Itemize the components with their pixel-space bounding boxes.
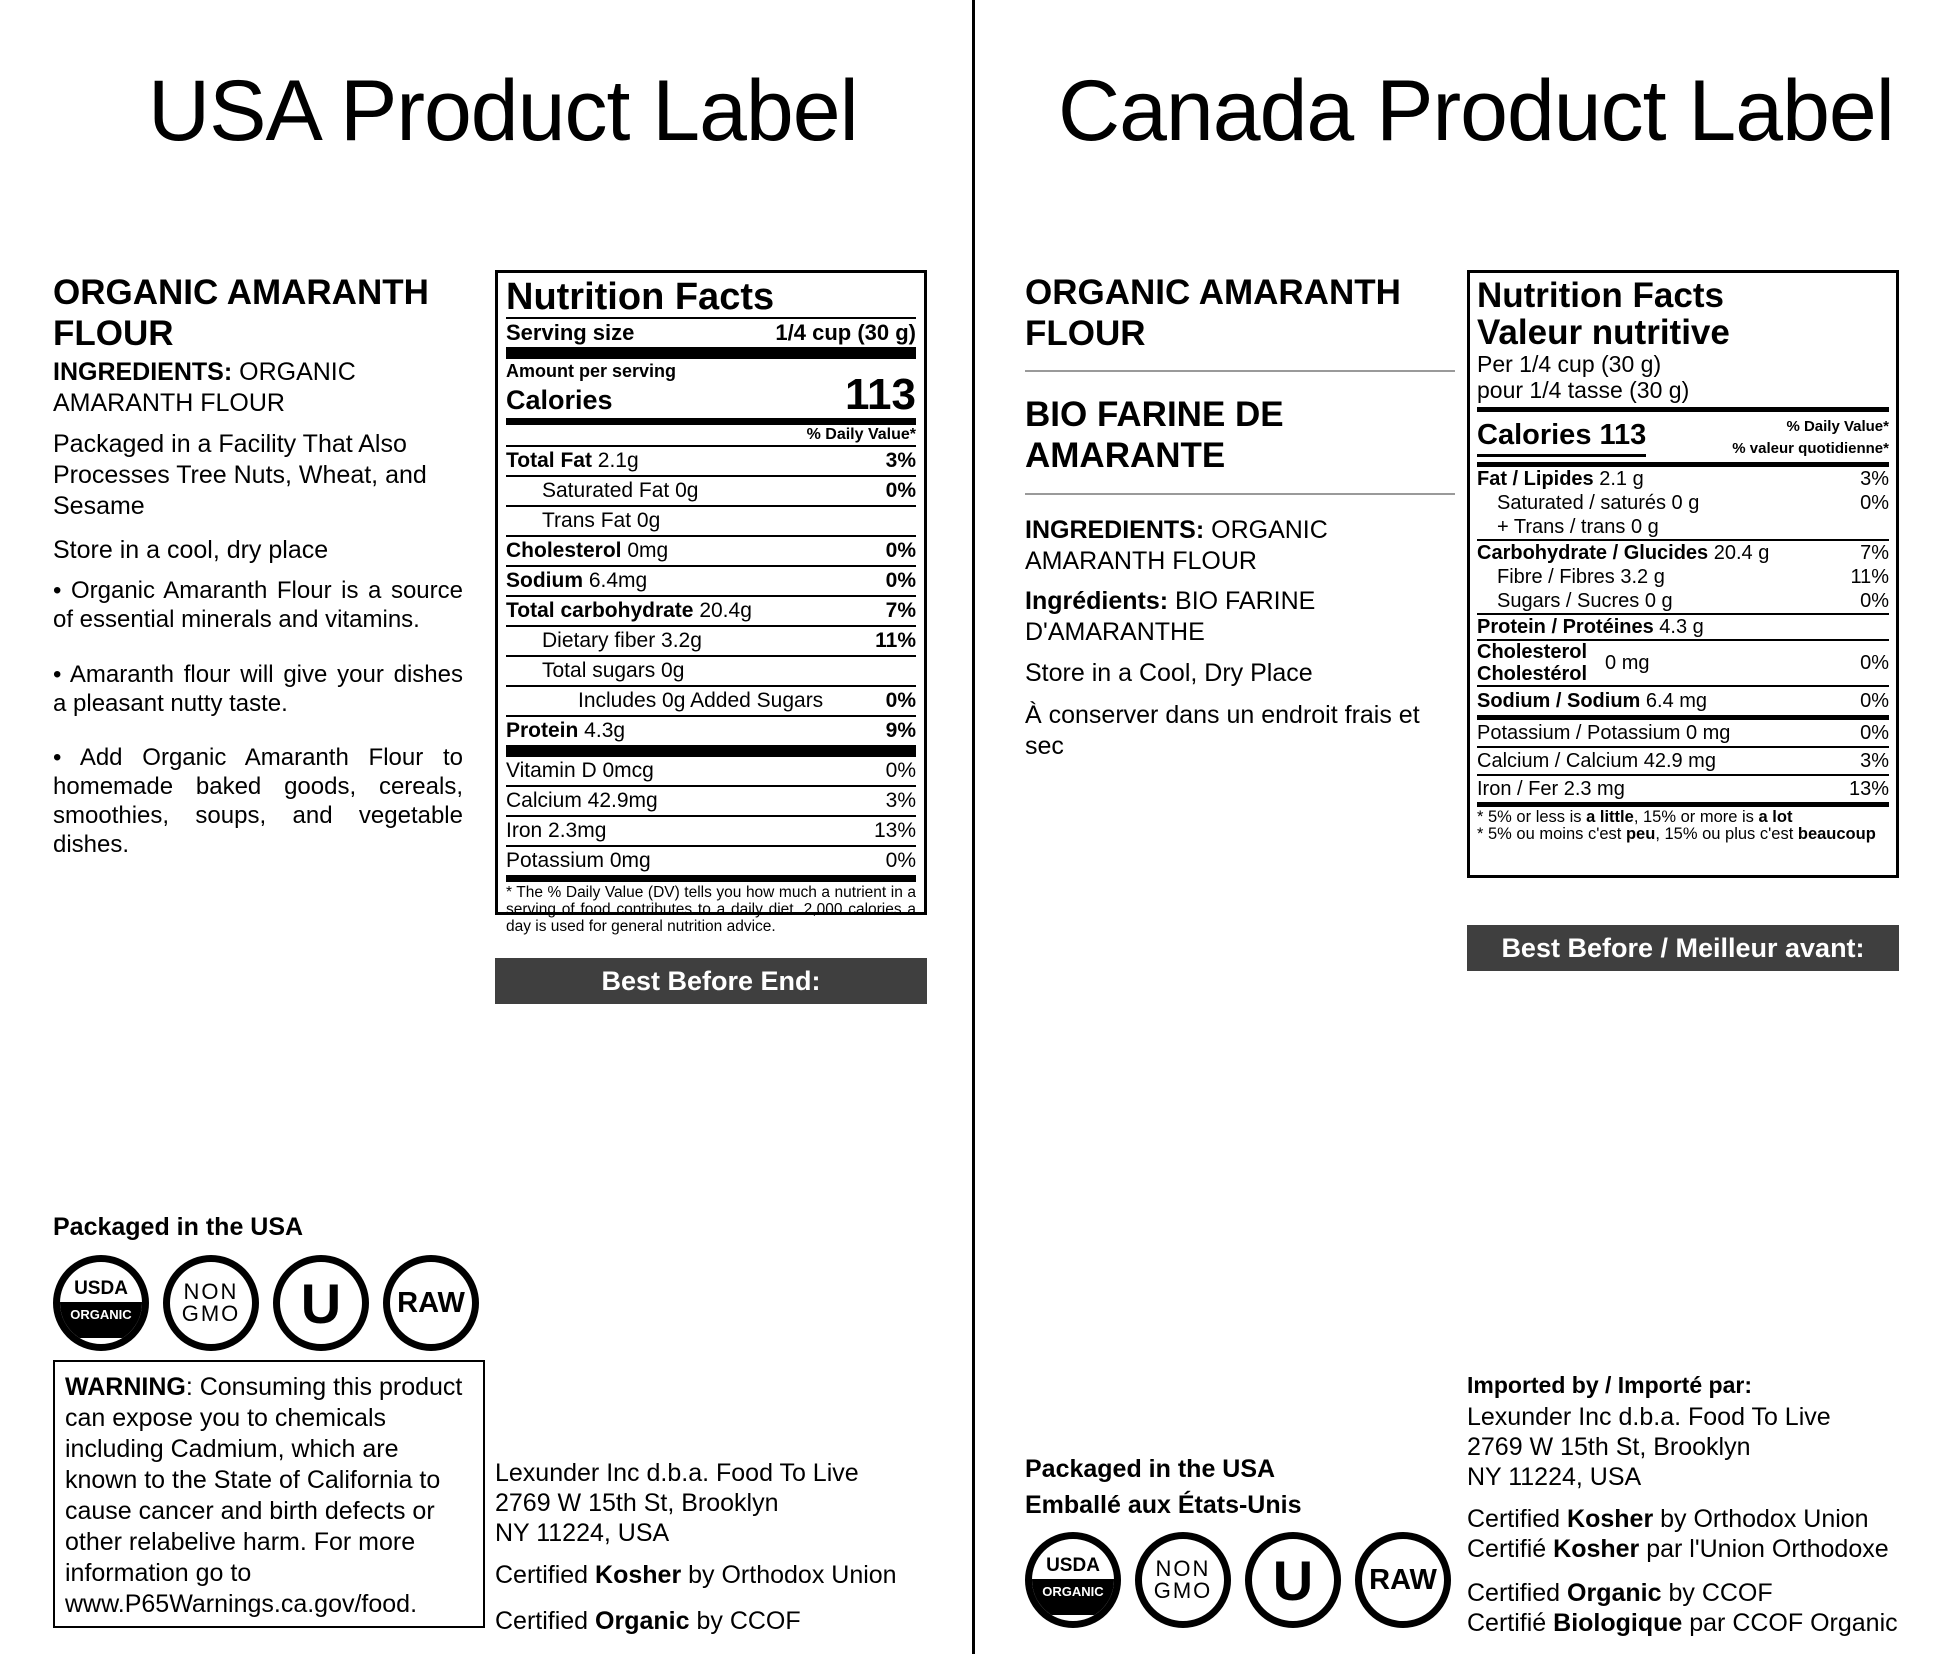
usa-prop65-warning: WARNING: Consuming this product can expose you to chemicals including Cadmium, which are known to the State of California to cause cancer and birth defects or other relabelive harm. For more information go to www.P65Warnings.ca.gov/food.: [53, 1360, 485, 1628]
nf-cholesterol: Cholesterol Cholestérol 0 mg 0%: [1477, 641, 1889, 685]
nf-footnote: * The % Daily Value (DV) tells you how much a nutrient in a serving of food contributes to a daily diet. 2,000 calories a day is used for general nutrition advice.: [506, 884, 916, 935]
kosher-ou-icon: U: [273, 1255, 369, 1351]
nf-title: Nutrition Facts: [506, 276, 775, 318]
nf-calories-row: Calories 113 % Daily Value* % valeur quotidienne*: [1477, 412, 1889, 467]
nf-fibre: Fibre / Fibres 3.2 g 11%: [1497, 566, 1889, 588]
nf-iron: Iron / Fer 2.3 mg 13%: [1477, 776, 1889, 807]
usa-bullet-1: • Organic Amaranth Flour is a source of essential minerals and vitamins.: [53, 577, 463, 633]
canada-nutrition-facts: [1467, 270, 1899, 878]
nf-per-en: Per 1/4 cup (30 g): [1477, 351, 1662, 377]
canada-ingredients-fr: Ingrédients: BIO FARINE D'AMARANTHE: [1025, 587, 1316, 646]
usa-nutrition-facts: [495, 270, 927, 935]
nf-saturated: Saturated / saturés 0 g 0%: [1497, 492, 1889, 514]
usa-bullet-3: • Add Organic Amaranth Flour to homemade baked goods, cereals, smoothies, soups, and vegetable dishes.: [53, 744, 463, 858]
usa-packaged-in: Packaged in the USA: [53, 1213, 304, 1241]
nf-sodium: Sodium / Sodium 6.4 mg 0%: [1477, 687, 1889, 720]
nf-calcium: Calcium 42.9mg 3%: [506, 787, 916, 817]
usa-address: Lexunder Inc d.b.a. Food To Live 2769 W 15th St, Brooklyn NY 11224, USA: [495, 1459, 859, 1547]
nf-trans-fat: Trans Fat 0g: [506, 507, 916, 537]
canada-cert-kosher: Certified Kosher by Orthodox Union Certifié Kosher par l'Union Orthodoxe: [1467, 1505, 1889, 1563]
center-divider: [972, 0, 975, 1654]
nf-iron: Iron 2.3mg 13%: [506, 817, 916, 847]
nf-fat: Fat / Lipides 2.1 g 3%: [1477, 468, 1889, 490]
usa-cert-kosher: Certified Kosher by Orthodox Union: [495, 1561, 897, 1589]
nf-fiber: Dietary fiber 3.2g 11%: [506, 627, 916, 657]
canada-label-title: Canada Product Label: [1058, 63, 1894, 159]
non-gmo-icon: NON GMO: [1135, 1532, 1231, 1628]
kosher-ou-icon: U: [1245, 1532, 1341, 1628]
canada-cert-organic: Certified Organic by CCOF Certifié Biologique par CCOF Organic: [1467, 1579, 1898, 1637]
raw-icon: RAW: [1355, 1532, 1451, 1628]
canada-ingredients: INGREDIENTS: ORGANIC AMARANTH FLOUR: [1025, 516, 1328, 575]
usa-storage: Store in a cool, dry place: [53, 536, 329, 564]
usa-facility-statement: Packaged in a Facility That Also Processes Tree Nuts, Wheat, and Sesame: [53, 430, 427, 520]
canada-product-name: ORGANIC AMARANTH FLOUR: [1025, 273, 1401, 353]
usa-cert-logos: [53, 1255, 479, 1351]
canada-best-before-bar: Best Before / Meilleur avant:: [1467, 925, 1899, 971]
nf-footnote: * 5% or less is a little, 15% or more is a lot * 5% ou moins c'est peu, 15% ou plus c'est beaucoup: [1477, 808, 1876, 843]
usa-ingredients: INGREDIENTS: ORGANIC AMARANTH FLOUR: [53, 358, 356, 417]
canada-address: Lexunder Inc d.b.a. Food To Live 2769 W 15th St, Brooklyn NY 11224, USA: [1467, 1403, 1831, 1491]
canada-product-name-fr: BIO FARINE DE AMARANTE: [1025, 395, 1284, 475]
nf-cholesterol: Cholesterol 0mg 0%: [506, 537, 916, 567]
usda-organic-icon: USDA ORGANIC: [1025, 1532, 1121, 1628]
nf-per-fr: pour 1/4 tasse (30 g): [1477, 377, 1889, 412]
nf-total-fat: Total Fat 2.1g 3%: [506, 447, 916, 477]
nf-trans: + Trans / trans 0 g: [1477, 515, 1889, 541]
nf-serving-row: Serving size 1/4 cup (30 g): [506, 317, 916, 359]
usa-label-title: USA Product Label: [148, 63, 858, 159]
nf-carbohydrate: Carbohydrate / Glucides 20.4 g 7%: [1477, 542, 1889, 564]
nf-title-en: Nutrition Facts: [1477, 276, 1724, 315]
nf-amount-per-serving: Amount per serving: [506, 361, 677, 381]
usa-cert-organic: Certified Organic by CCOF: [495, 1607, 801, 1635]
nf-protein: Protein 4.3g 9%: [506, 717, 916, 757]
nf-sat-fat: Saturated Fat 0g 0%: [506, 477, 916, 507]
nf-potassium: Potassium / Potassium 0 mg 0%: [1477, 720, 1889, 748]
nf-title-fr: Valeur nutritive: [1477, 313, 1730, 352]
non-gmo-icon: NON GMO: [163, 1255, 259, 1351]
nf-calcium: Calcium / Calcium 42.9 mg 3%: [1477, 748, 1889, 776]
canada-packaged-in: Packaged in the USA Emballé aux États-Unis: [1025, 1455, 1302, 1519]
usa-best-before-bar: Best Before End:: [495, 958, 927, 1004]
nf-sodium: Sodium 6.4mg 0%: [506, 567, 916, 597]
usda-organic-icon: USDA ORGANIC: [53, 1255, 149, 1351]
nf-total-carb: Total carbohydrate 20.4g 7%: [506, 597, 916, 627]
nf-vitamin-d: Vitamin D 0mcg 0%: [506, 757, 916, 787]
canada-imported-by: Imported by / Importé par:: [1467, 1372, 1752, 1398]
raw-icon: RAW: [383, 1255, 479, 1351]
nf-potassium: Potassium 0mg 0%: [506, 847, 916, 882]
nf-added-sugars: Includes 0g Added Sugars 0%: [506, 687, 916, 717]
divider-rule: [1025, 370, 1455, 372]
nf-total-sugars: Total sugars 0g: [506, 657, 916, 687]
nf-dv-header: % Daily Value*: [506, 425, 916, 447]
divider-rule: [1025, 493, 1455, 495]
nf-sugars: Sugars / Sucres 0 g 0%: [1477, 589, 1889, 615]
usa-product-name: ORGANIC AMARANTH FLOUR: [53, 273, 429, 353]
nf-calories-row: Calories 113: [506, 377, 916, 425]
nf-protein: Protein / Protéines 4.3 g: [1477, 615, 1889, 641]
canada-storage-en: Store in a Cool, Dry Place: [1025, 659, 1313, 687]
canada-cert-logos: [1025, 1532, 1451, 1628]
usa-bullet-2: • Amaranth flour will give your dishes a pleasant nutty taste.: [53, 661, 463, 717]
canada-storage-fr: À conserver dans un endroit frais et sec: [1025, 701, 1420, 760]
